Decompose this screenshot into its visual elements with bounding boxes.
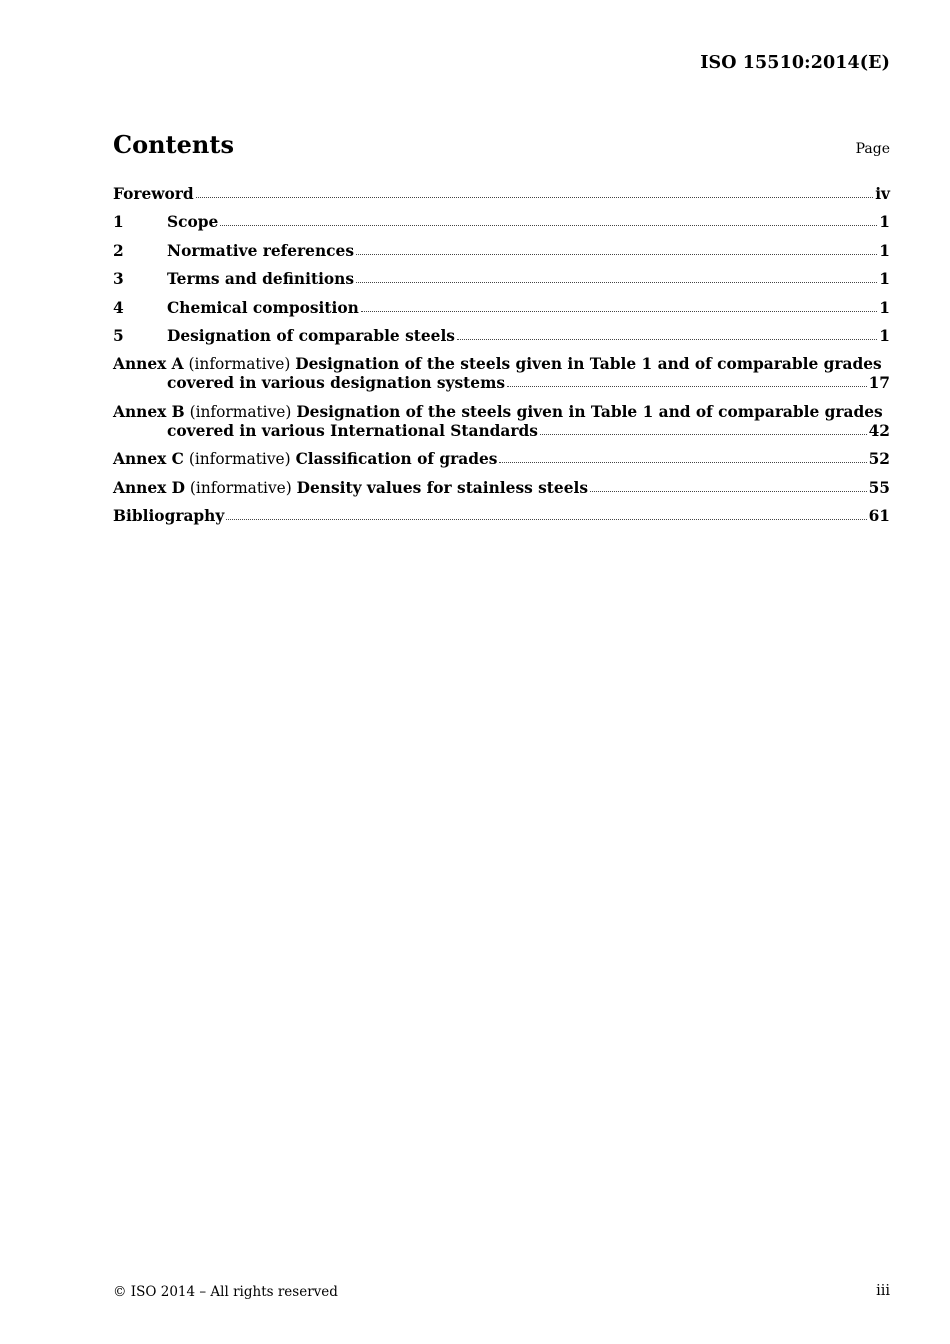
clause-number: 2 xyxy=(113,241,124,260)
clause-number: 1 xyxy=(113,213,124,232)
clause-number: 5 xyxy=(113,326,124,345)
page-column-label: Page xyxy=(855,141,890,157)
toc-page-number: 1 xyxy=(879,326,890,345)
dot-leader xyxy=(590,490,867,492)
toc-entry-foreword[interactable] xyxy=(113,185,890,204)
toc-page-number: 42 xyxy=(868,421,890,440)
toc-entry-annex-d[interactable] xyxy=(113,479,890,498)
annex-type: (informative) xyxy=(188,355,291,374)
toc-title-continued[interactable]: covered in various designation systems xyxy=(167,374,506,393)
dot-leader xyxy=(457,338,877,340)
annex-type: (informative) xyxy=(189,402,292,421)
toc-title[interactable]: Foreword xyxy=(113,185,194,203)
clause-number: 3 xyxy=(113,270,124,289)
dot-leader xyxy=(361,310,877,312)
annex-label[interactable]: Annex C xyxy=(113,450,184,469)
dot-leader xyxy=(196,196,874,198)
annex-label[interactable]: Annex A xyxy=(113,355,184,374)
toc-entry-annex-c[interactable] xyxy=(113,450,890,469)
toc-page-number: 52 xyxy=(868,450,890,469)
toc-entry-annex-a[interactable] xyxy=(113,355,890,393)
table-of-contents xyxy=(113,185,890,535)
toc-page-number: 1 xyxy=(879,298,890,317)
dot-leader xyxy=(507,385,867,387)
annex-label[interactable]: Annex D xyxy=(113,478,185,497)
toc-title[interactable]: Terms and definitions xyxy=(167,270,355,289)
contents-heading xyxy=(113,130,890,159)
copyright-notice: © ISO 2014 – All rights reserved xyxy=(113,1284,338,1300)
annex-type: (informative) xyxy=(189,478,292,497)
toc-page-number: 55 xyxy=(868,478,890,497)
toc-title[interactable]: Chemical composition xyxy=(167,298,359,317)
annex-type: (informative) xyxy=(188,450,291,469)
toc-page-number: 17 xyxy=(868,374,890,393)
toc-entry-clause-2[interactable] xyxy=(113,242,890,261)
dot-leader xyxy=(226,518,866,520)
toc-title[interactable]: Density values for stainless steels xyxy=(296,478,589,497)
toc-title[interactable]: Designation of the steels given in Table 1 and of comparable grades xyxy=(295,355,882,374)
toc-title[interactable]: Designation of comparable steels xyxy=(167,326,455,345)
dot-leader xyxy=(356,281,877,283)
toc-title[interactable]: Designation of the steels given in Table 1 and of comparable grades xyxy=(296,402,883,421)
toc-title-continued[interactable]: covered in various International Standards xyxy=(167,421,538,440)
dot-leader xyxy=(499,461,866,463)
page-number: iii xyxy=(876,1283,890,1299)
toc-entry-clause-1[interactable] xyxy=(113,213,890,232)
contents-title: Contents xyxy=(113,130,234,159)
toc-page-number: 1 xyxy=(879,270,890,289)
dot-leader xyxy=(356,253,877,255)
toc-page-number: 1 xyxy=(879,213,890,232)
toc-page-number: 61 xyxy=(868,506,890,525)
toc-title[interactable]: Scope xyxy=(167,213,219,232)
dot-leader xyxy=(220,224,877,226)
toc-title[interactable]: Bibliography xyxy=(113,506,225,525)
document-id: ISO 15510:2014(E) xyxy=(700,53,890,73)
toc-entry-clause-3[interactable] xyxy=(113,270,890,289)
toc-page-number: 1 xyxy=(879,241,890,260)
toc-entry-clause-4[interactable] xyxy=(113,299,890,318)
toc-entry-bibliography[interactable] xyxy=(113,507,890,526)
annex-label[interactable]: Annex B xyxy=(113,402,185,421)
toc-entry-annex-b[interactable] xyxy=(113,403,890,441)
toc-title[interactable]: Normative references xyxy=(167,241,354,260)
clause-number: 4 xyxy=(113,298,124,317)
toc-page-number: iv xyxy=(875,185,890,203)
toc-title[interactable]: Classification of grades xyxy=(295,450,498,469)
dot-leader xyxy=(540,433,867,435)
toc-entry-clause-5[interactable] xyxy=(113,327,890,346)
